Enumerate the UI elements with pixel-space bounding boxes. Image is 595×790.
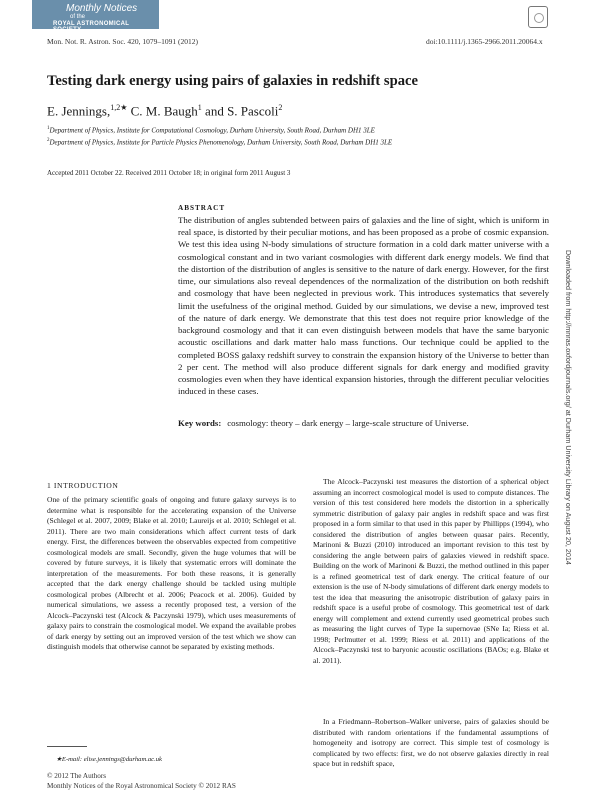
affiliation-1: $^1$Department of Physics, Institute for Computational Cosmology, Durham University, South Road, Durham DH1 3LE (47, 126, 375, 135)
intro-right-para-2: In a Friedmann–Robertson–Walker universe, pairs of galaxies should be distributed with random orientations if the fundamental assumptions of homogeneity and isotropy are correct. This simple test of cosmology is complicated by two effects: first, we do not observe galaxies directly in real space but in redshift space, (313, 717, 549, 768)
abstract-heading: ABSTRACT (178, 204, 226, 212)
section-heading: 1 INTRODUCTION (47, 481, 119, 490)
logo-line-2: of the (70, 14, 86, 20)
intro-left-column: One of the primary scientific goals of ongoing and future galaxy surveys is to determine what is responsible for the accelerating expansion of the Universe (Schlegel et al. 2007, 2009; Blake et al. 2010; Laureijs et al. 2010; Schlegel et al. 2011). There are two main considerations which affect current tests of dark energy. First, the differences between the observables expected from competitive cosmological models are small. Secondly, given the huge volumes that will be covered by future surveys, it is likely that systematic errors will dominate the interpretation of the measurements. For both these reasons, it is generally accepted that the dark energy challenge should be tackled using multiple cosmological probes (Albrecht et al. 2006; Peacock et al. 2006). Guided by numerical simulations, we assess a recently proposed test, a version of the Alcock–Paczynski test (Alcock & Paczynski 1979), which uses measurements of galaxy pairs to constrain the cosmological model. We expand the available probes of dark energy by setting out an improved version of the test which we show can distinguish models that otherwise cannot be separated by existing methods. (47, 495, 296, 651)
affiliation-2: $^2$Department of Physics, Institute for Particle Physics Phenomenology, Durham University, South Road, Durham DH1 3LE (47, 138, 393, 147)
intro-right-para-1: The Alcock–Paczynski test measures the distortion of a spherical object assuming an incorrect cosmological model is used to compute distances. The version of this test considered here models the distortion in a spherically symmetric distribution of galaxy pair angles in redshift space and was first proposed in a form similar to that used in this paper by Phillipps (1994), who considered the distribution of angles between quasar pairs. Recently, Marinoni & Buzzi (2010) introduced an important revision to this test by considering the angle between pairs of galaxies viewed in redshift space. Building on the work of Marinoni & Buzzi, the method outlined in this paper is a refined geometrical test of dark energy. The critical feature of our extension is the use of N-body simulations of different dark energy models to test the idea that measuring the anisotropic distribution of galaxy pairs in redshift space is a useful probe of cosmology. This geometrical test of dark energy will complement and extend currently used geometrical probes such as measuring the light curves of Type Ia supernovae (SNe Ia; Riess et al. 1998; Perlmutter et al. 1999; Riess et al. 2011) and applications of the Alcock–Paczynski test to baryonic acoustic oscillations (BAOs; e.g. Blake et al. 2011). (313, 477, 549, 665)
logo-line-3: ROYAL ASTRONOMICAL SOCIETY (53, 21, 130, 33)
copyright-line: © 2012 The Authors (47, 772, 107, 780)
author-3: and S. Pascoli (201, 103, 279, 119)
publication-dates: Accepted 2011 October 22. Received 2011 October 18; in original form 2011 August 3 (47, 169, 291, 177)
footnote-rule (47, 746, 87, 747)
author-1-sup: 1,2★ (110, 103, 128, 112)
journal-citation: Mon. Not. R. Astron. Soc. 420, 1079–1091 (2012) (47, 37, 199, 46)
abstract-text: The distribution of angles subtended between pairs of galaxies and the line of sight, which is uniform in real space, is distorted by their peculiar motions, and has been proposed as a probe of cosmic expansion. We test this idea using N-body simulations of structure formation in a cold dark matter universe with a cosmological constant and in two variant cosmologies with different dark energy models. We find that the distortion of the distribution of angles is sensitive to the nature of dark energy. However, for the first time, our simulations also reveal dependences of the normalization of the distribution on both redshift and cosmology that have been neglected in previous work. This introduces systematics that severely limit the usefulness of the original method. Guided by our simulations, we devise a new, improved test of the nature of dark energy. We demonstrate that this test does not require prior knowledge of the background cosmology and that it can even distinguish between models that have the same baryonic acoustic oscillations and dark matter halo mass functions. Our technique could be applied to the completed BOSS galaxy redshift survey to constrain the expansion history of the Universe to better than 2 per cent. The method will also produce different signals for dark energy and modified gravity cosmologies even when they have identical expansion histories, through the different peculiar velocities induced in these cases. (178, 215, 549, 397)
author-2-sup: 1 (197, 103, 202, 112)
keywords (178, 418, 469, 428)
crossmark-icon[interactable] (528, 6, 548, 28)
doi-link[interactable]: doi:10.1111/j.1365-2966.2011.20064.x (426, 37, 543, 46)
paper-title: Testing dark energy using pairs of galaxies in redshift space (47, 73, 418, 89)
keywords-text: cosmology: theory – dark energy – large-scale structure of Universe. (227, 418, 469, 428)
journal-logo (32, 0, 159, 33)
author-1: E. Jennings, (47, 103, 111, 119)
logo-line-1: Monthly Notices (66, 3, 138, 14)
footnote-email[interactable]: ★E-mail: elise.jennings@durham.ac.uk (56, 756, 162, 763)
copyright-line-2: Monthly Notices of the Royal Astronomical Society © 2012 RAS (47, 782, 236, 790)
download-stamp: Downloaded from http://mnras.oxfordjournals.org/ at Durham University Library on August 20, 2014 (564, 250, 573, 565)
author-list (47, 103, 282, 119)
keywords-label: Key words: (178, 418, 222, 428)
author-3-sup: 2 (278, 103, 283, 112)
author-2: C. M. Baugh (127, 103, 198, 119)
